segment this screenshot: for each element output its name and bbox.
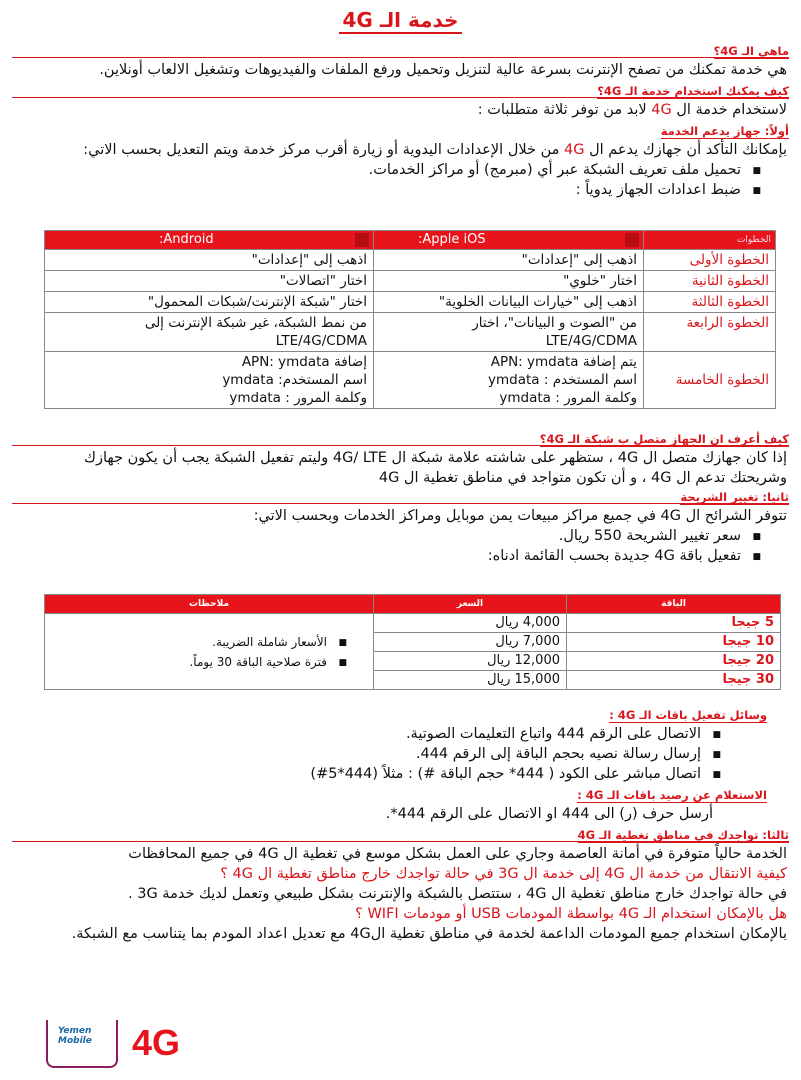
section-heading-what: ماهي الـ 4G؟ (12, 44, 789, 60)
table-row: الخطوة الأولى اذهب إلى "إعدادات" اذهب إلى "إعدادات" (45, 250, 776, 271)
coverage-p2: في حالة تواجدك خارج مناطق تغطية ال 4G ، ستتصل بالشبكة والإنترنت بشكل طبيعي وتعمل لديك خدمة 3G . (128, 886, 787, 902)
section-heading-device: أولاً: جهاز يدعم الخدمة (660, 124, 789, 138)
activation-bullets (0, 724, 801, 784)
table-row: الخطوة الخامسة يتم إضافة APN: ymdata اسم المستخدم : ymdata وكلمة المرور : ymdata إضافة APN: ymdata اسم المستخدم: ymdata وكلمة المرور : ymdata (45, 352, 776, 409)
4g-badge: 4G (132, 1022, 181, 1063)
list-item: ■ تحميل ملف تعريف الشبكة عبر أي (مبرمج) أو مراكز الخدمات. (0, 160, 741, 180)
list-item: ■ الاتصال على الرقم 444 واتباع التعليمات الصوتية. (0, 724, 701, 744)
list-item: ■ ضبط اعدادات الجهاز يدوياً : (0, 180, 741, 200)
balance-text: أرسل حرف (ر) الى 444 او الاتصال على الرقم 444*. (385, 806, 713, 822)
list-item: ■ سعر تغيير الشريحة 550 ريال. (0, 526, 741, 546)
settings-table (44, 230, 776, 409)
section-heading-connected: كيف أعرف ان الجهاز متصل ب شبكة الـ 4G؟ (12, 432, 789, 448)
sim-bullets (0, 526, 801, 566)
table-row: 30 جيجا 15,000 ريال (45, 671, 781, 690)
coverage-p1: الخدمة حالياً متوفرة في أمانة العاصمة وجاري على العمل بشكل موسع في تغطية ال 4G في جميع المحافظات (128, 846, 787, 862)
table-row: 10 جيجا 7,000 ريال (45, 633, 781, 652)
list-item: ■ فترة صلاحية الباقة 30 يوماً. (51, 652, 327, 672)
packages-table (44, 594, 781, 690)
header-marker (355, 233, 369, 247)
table-row: الخطوة الرابعة من "الصوت و البيانات"، اختار LTE/4G/CDMA من نمط الشبكة، غير شبكة الإنترنت إلى LTE/4G/CDMA (45, 313, 776, 352)
coverage-q2: هل بالإمكان استخدام الـ 4G بواسطة المودمات USB أو مودمات WIFI ؟ (355, 906, 787, 922)
table-row: الخطوة الثالثة اذهب إلى "خيارات البيانات الخلوية" اختار "شبكة الإنترنت/شبكات المحمول" (45, 292, 776, 313)
section-heading-balance: الاستعلام عن رصيد باقات الـ 4G : (577, 788, 767, 802)
section-heading-how: كيف يمكنك استخدام خدمة الـ 4G؟ (12, 84, 789, 100)
list-item: ■ اتصال مباشر على الكود ( 444* حجم الباقة #) : مثلاً (444*5#) (0, 764, 701, 784)
notes-cell (45, 614, 374, 690)
section-heading-coverage: ثالثا: تواجدك في مناطق تغطية الـ 4G (12, 828, 789, 844)
table-row: الخطوة الثانية اختار "خلوي" اختار "اتصالات" (45, 271, 776, 292)
what-text: هي خدمة تمكنك من تصفح الإنترنت بسرعة عالية لتنزيل وتحميل ورفع الملفات والفيديوهات وتشغيل الالعاب أونلاين. (99, 62, 787, 78)
list-item: ■ تفعيل باقة 4G جديدة بحسب القائمة ادناه: (0, 546, 741, 566)
yemen-mobile-logo: Yemen Mobile (46, 1020, 118, 1068)
section-heading-sim: ثانيا: تغيير الشريحة (12, 490, 789, 506)
coverage-p3: بالإمكان استخدام جميع المودمات الداعمة لخدمة في مناطق تغطية ال4G مع تعديل اعداد المودم بما يتناسب مع الشبكة. (71, 926, 787, 942)
yemen-mobile-4g-logo (42, 1018, 202, 1070)
table-header-row: الخطوات Apple iOS: Android: (45, 231, 776, 250)
table-row: 5 جيجا 4,000 ريال ■ الأسعار شاملة الضريبة. ■ فترة صلاحية الباقة 30 يوماً. (45, 614, 781, 633)
list-item: ■ الأسعار شاملة الضريبة. (51, 632, 327, 652)
device-text: بإمكانك التأكد أن جهازك يدعم ال 4G من خلال الإعدادات اليدوية أو زيارة أقرب مركز خدمة ويتم التعديل بحسب الاتي: (83, 142, 787, 158)
section-heading-activation: وسائل تفعيل باقات الـ 4G : (609, 708, 767, 722)
table-row: 20 جيجا 12,000 ريال (45, 652, 781, 671)
header-marker (625, 233, 639, 247)
sim-text: تتوفر الشرائح ال 4G في جميع مراكز مبيعات يمن موبايل ومراكز الخدمات وبحسب الاتي: (253, 508, 787, 524)
device-bullets (0, 160, 801, 200)
connected-line-2: وشريحتك تدعم ال 4G ، و أن تكون متواجد في مناطق تغطية ال 4G (378, 470, 787, 486)
list-item: ■ إرسال رسالة نصيه بحجم الباقة إلى الرقم 444. (0, 744, 701, 764)
connected-line-1: إذا كان جهازك متصل ال 4G ، ستظهر على شاشته علامة شبكة ال 4G/ LTE وليتم تفعيل الشبكة يجب أن يكون جهازك (84, 450, 787, 466)
how-text: لاستخدام خدمة ال 4G لابد من توفر ثلاثة متطلبات : (477, 102, 787, 118)
page-title: خدمة الـ 4G (339, 8, 463, 34)
table-header-row: الباقة السعر ملاحظات (45, 595, 781, 614)
coverage-q1: كيفية الانتقال من خدمة ال 4G إلى خدمة ال 3G في حالة تواجدك خارج مناطق تغطية ال 4G ؟ (220, 866, 787, 882)
